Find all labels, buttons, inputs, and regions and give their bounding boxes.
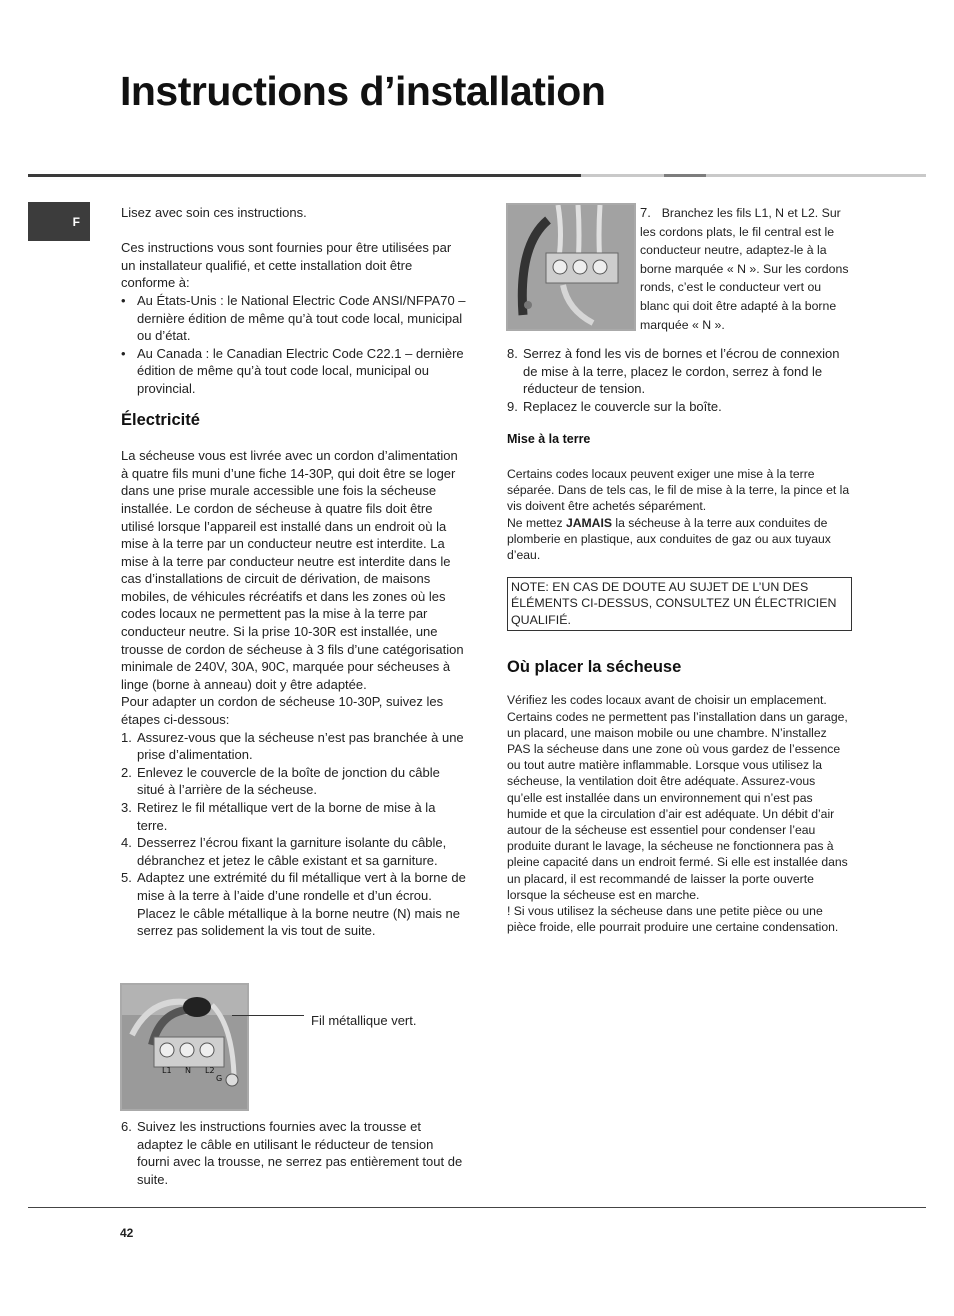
code-list [121,292,466,398]
footer-rule [28,1207,926,1208]
callout-line [232,1015,304,1016]
list-item: • Au Canada : le Canadian Electric Code C22.1 – dernière édition de même qu’à tout code local, municipal ou provincial. [121,345,466,398]
list-item: 9. Replacez le couvercle sur la boîte. [507,398,722,414]
header-rule-accent [581,174,664,177]
language-tab: F [28,202,90,241]
header-rule [28,174,581,177]
terminal-label: G [216,1074,223,1083]
placement-warning: ! Si vous utilisez la sécheuse dans une petite pièce ou une pièce froide, elle pourrait produire une certaine condensation. [507,904,839,935]
terminal-label: N [185,1066,191,1075]
step7-text: Branchez les fils L1, N et L2. Sur les cordons plats, le fil central est le conducteur neutre, adaptez-le à la borne marquée « N ». Sur les cordons ronds, c’est le conducteur vert ou blanc qui doit être adapté à la borne marquée « N ». [640,206,849,332]
list-item: 5. Adaptez une extrémité du fil métallique vert à la borne de mise à la terre à l’aide d’une rondelle et d’un écrou. Placez le câble métallique à la borne neutre (N) mais ne serrez pas solidement la vis tout de suite. [121,870,466,939]
wiring-photo [506,203,636,331]
terminal-label: L1 [162,1066,172,1075]
list-item: 6. Suivez les instructions fournies avec la trousse et adaptez le câble en utilisant le réducteur de tension fourni avec la trousse, ne serrez pas entièrement tout de suite. [121,1119,463,1187]
list-item: 8. Serrez à fond les vis de bornes et l’écrou de connexion de mise à la terre, placez le cordon, serrez à fond le réducteur de tension. [507,346,840,397]
header-rule-accent-dark [664,174,706,177]
page-title: Instructions d’installation [120,68,606,114]
list-item: • Au États-Unis : le National Electric Code ANSI/NFPA70 – dernière édition de même qu’à tout code local, municipal ou d’état. [121,292,466,345]
right-column [507,345,852,935]
list-item: 3. Retirez le fil métallique vert de la borne de mise à la terre. [121,800,436,833]
electricite-paragraph: La sécheuse vous est livrée avec un cordon d’alimentation à quatre fils muni d’une fiche 14-30P, qui doit être se loger dans une prise murale accessible une fois la sécheuse installée. Le cordon de sécheuse à quatre fils doit être utilisé lorsque l’appareil est installé dans un endroit où la mise à la terre par un conducteur neutre est interdite. La mise à la terre par conducteur neutre est interdite dans le cas d’installations de circuit de dérivation, de maisons mobiles, de véhicules récréatifs et dans les zones où les codes locaux ne permettent pas la mise à la terre par conducteur neutre. Si la prise 10-30R est installée, une trousse de cordon de sécheuse à 3 fils d’une catégorisation minimale de 240V, 30A, 90C, marquée pour sécheuses à linge (borne à anneau) doit y être adaptée. [121,448,464,692]
final-steps-list [507,345,852,415]
list-item: 2. Enlevez le couvercle de la boîte de jonction du câble situé à l’arrière de la sécheuse. [121,764,440,798]
step7-block [640,204,852,334]
mise-warning: Ne mettez JAMAIS la sécheuse à la terre aux conduites de plomberie en plastique, aux conduites de gaz ou aux tuyaux d’eau. [507,515,831,562]
note-box: NOTE: EN CAS DE DOUTE AU SUJET DE L’UN DES ÉLÉMENTS CI-DESSUS, CONSULTEZ UN ÉLECTRICIEN QUALIFIÉ. [507,577,852,631]
section-heading-electricite: Électricité [121,410,200,429]
left-column [121,204,466,940]
adapt-steps-list [121,729,466,940]
header-rule-accent-light [706,174,926,177]
list-item: 1. Assurez-vous que la sécheuse n’est pas branchée à une prise d’alimentation. [121,729,464,763]
terminal-label: L2 [205,1066,215,1075]
intro-text: Lisez avec soin ces instructions. [121,205,307,220]
section-heading-ou-placer: Où placer la sécheuse [507,657,682,676]
step6-block [121,1118,466,1188]
page-number: 42 [120,1226,134,1240]
photo-callout: Fil métallique vert. [311,1013,417,1028]
list-item: 4. Desserrez l’écrou fixant la garniture isolante du câble, débranchez et jetez le câble existant et sa garniture. [121,835,447,868]
terminal-block-photo [120,983,249,1111]
mise-paragraph: Certains codes locaux peuvent exiger une mise à la terre séparée. Dans de tels cas, le fil de mise à la terre, la pince et la vis doivent être achetés séparément. [507,466,850,514]
adapt-intro: Pour adapter un cordon de sécheuse 10-30P, suivez les étapes ci-dessous: [121,694,444,728]
placement-paragraph: Vérifiez les codes locaux avant de choisir un emplacement. Certains codes ne permettent pas l’installation dans un garage, un placard, une maison mobile ou une chambre. N’installez PAS la sécheuse dans une zone où vous gardez de l’essence ou tout autre matière inflammable. Lorsque vous utilisez la sécheuse, la ventilation doit être adéquate. Assurez-vous qu’elle est installée dans un environnement qui n’est pas humide et que la circulation d’air est adéquate. Un débit d’air autour de la sécheuse est essentiel pour condenser l’eau produite durant le lavage, la sécheuse ne fonctionnera pas à pleine capacité dans un endroit fermé. Si elle est installée dans un placard, il est recommandé de laisser la porte ouverte lorsque la sécheuse est en marche. [507,693,848,902]
intro-compliance-text: Ces instructions vous sont fournies pour être utilisées par un installateur qualifié, et cette installation doit être conforme à: [121,240,452,291]
step-number: 7. [640,205,651,220]
section-heading-mise-a-la-terre: Mise à la terre [507,432,591,447]
